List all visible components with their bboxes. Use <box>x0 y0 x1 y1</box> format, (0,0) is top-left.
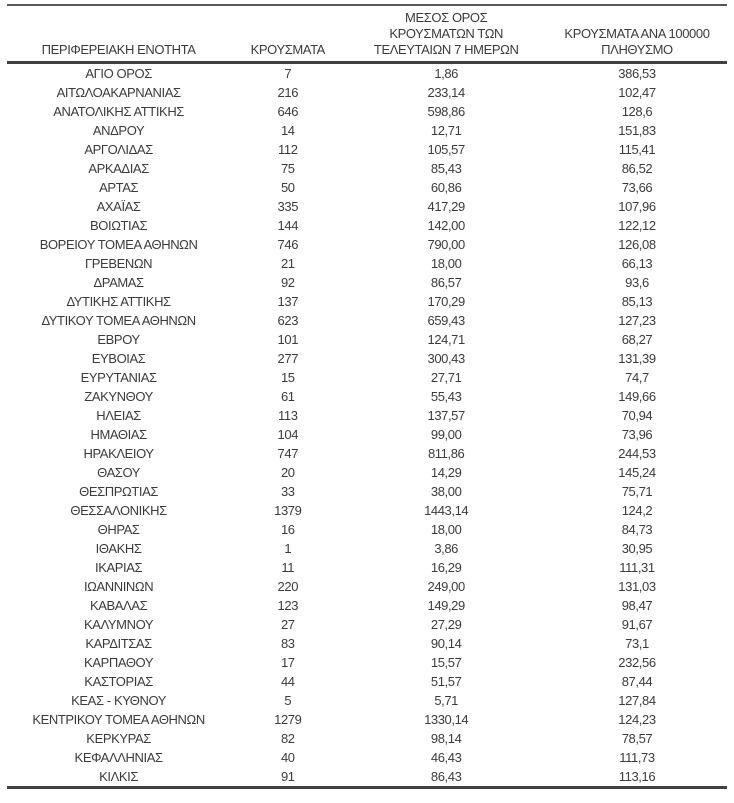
cell-cases: 15 <box>280 370 295 385</box>
table-row <box>7 425 727 444</box>
header-avg-7day <box>345 5 547 63</box>
table-row <box>7 672 727 691</box>
cell-avg-7day: 46,43 <box>430 750 462 765</box>
cell-cases: 335 <box>277 199 299 214</box>
cell-region: ΙΩΑΝΝΙΝΩΝ <box>83 579 154 594</box>
cell-region: ΘΑΣΟΥ <box>97 465 141 480</box>
cell-per-100k: 75,71 <box>621 484 653 499</box>
cell-per-100k: 93,6 <box>625 275 649 290</box>
table-row <box>7 520 727 539</box>
cell-per-100k: 149,66 <box>618 389 656 404</box>
table-row <box>7 653 727 672</box>
cell-region: ΙΘΑΚΗΣ <box>95 541 142 556</box>
cell-cases: 144 <box>277 218 299 233</box>
table-body <box>7 63 727 788</box>
cell-region: ΚΑΡΠΑΘΟΥ <box>84 655 154 670</box>
cell-per-100k: 30,95 <box>621 541 653 556</box>
cell-cases: 27 <box>280 617 295 632</box>
table-row <box>7 121 727 140</box>
cell-avg-7day: 1330,14 <box>424 712 469 727</box>
cell-region: ΕΥΡΥΤΑΝΙΑΣ <box>80 370 157 385</box>
cell-avg-7day: 1,86 <box>434 66 459 81</box>
header-region-label: ΠΕΡΙΦΕΡΕΙΑΚΗ ΕΝΟΤΗΤΑ <box>41 42 196 57</box>
table-row <box>7 482 727 501</box>
header-cases <box>230 5 345 63</box>
cell-region: ΑΡΚΑΔΙΑΣ <box>88 161 149 176</box>
cell-avg-7day: 5,71 <box>434 693 459 708</box>
cell-region: ΑΡΤΑΣ <box>99 180 139 195</box>
table-row <box>7 102 727 121</box>
cell-region: ΚΑΡΔΙΤΣΑΣ <box>85 636 152 651</box>
cell-region: ΙΚΑΡΙΑΣ <box>95 560 143 575</box>
cell-region: ΑΝΔΡΟΥ <box>92 123 145 138</box>
cell-region: ΘΕΣΣΑΛΟΝΙΚΗΣ <box>70 503 167 518</box>
cell-avg-7day: 98,14 <box>430 731 462 746</box>
cell-cases: 220 <box>277 579 299 594</box>
cell-cases: 61 <box>280 389 295 404</box>
cell-cases: 44 <box>280 674 295 689</box>
cell-per-100k: 131,03 <box>618 579 656 594</box>
cell-cases: 1 <box>284 541 292 556</box>
cell-region: ΕΒΡΟΥ <box>97 332 140 347</box>
cell-per-100k: 74,7 <box>625 370 649 385</box>
cell-avg-7day: 124,71 <box>427 332 465 347</box>
cell-per-100k: 107,96 <box>618 199 656 214</box>
table-row <box>7 216 727 235</box>
cell-cases: 623 <box>277 313 299 328</box>
cell-per-100k: 122,12 <box>618 218 656 233</box>
cell-per-100k: 127,84 <box>618 693 656 708</box>
table-row <box>7 596 727 615</box>
table-row <box>7 292 727 311</box>
cell-per-100k: 91,67 <box>621 617 653 632</box>
table-row <box>7 349 727 368</box>
cell-per-100k: 102,47 <box>618 85 656 100</box>
cell-per-100k: 73,96 <box>621 427 653 442</box>
cell-per-100k: 124,23 <box>618 712 656 727</box>
table-row <box>7 634 727 653</box>
cell-region: ΕΥΒΟΙΑΣ <box>91 351 146 366</box>
cell-avg-7day: 1443,14 <box>424 503 469 518</box>
cell-avg-7day: 86,43 <box>430 769 462 784</box>
cell-region: ΚΕΡΚΥΡΑΣ <box>86 731 151 746</box>
cell-region: ΚΕΝΤΡΙΚΟΥ ΤΟΜΕΑ ΑΘΗΝΩΝ <box>32 712 205 727</box>
cell-cases: 40 <box>280 750 295 765</box>
header-avg-7day-line3: ΤΕΛΕΥΤΑΙΩΝ 7 ΗΜΕΡΩΝ <box>373 42 519 57</box>
cell-cases: 101 <box>277 332 299 347</box>
table-row <box>7 178 727 197</box>
cell-per-100k: 73,1 <box>625 636 649 651</box>
cell-per-100k: 98,47 <box>621 598 653 613</box>
cell-region: ΚΑΣΤΟΡΙΑΣ <box>84 674 153 689</box>
header-per-100k <box>547 5 727 63</box>
cell-region: ΔΥΤΙΚΗΣ ΑΤΤΙΚΗΣ <box>66 294 171 309</box>
header-per-100k-line1: ΚΡΟΥΣΜΑΤΑ ΑΝΑ 100000 <box>564 26 710 41</box>
table-row <box>7 140 727 159</box>
cell-cases: 11 <box>281 560 295 575</box>
cell-per-100k: 131,39 <box>618 351 656 366</box>
cell-cases: 137 <box>277 294 299 309</box>
cell-avg-7day: 170,29 <box>427 294 465 309</box>
cell-per-100k: 73,66 <box>621 180 653 195</box>
cell-cases: 746 <box>277 237 299 252</box>
cell-cases: 123 <box>277 598 299 613</box>
table-row <box>7 273 727 292</box>
table-row <box>7 748 727 767</box>
cell-avg-7day: 27,29 <box>430 617 462 632</box>
cell-per-100k: 113,16 <box>618 769 656 784</box>
cell-avg-7day: 15,57 <box>430 655 462 670</box>
cell-avg-7day: 659,43 <box>427 313 465 328</box>
table-row <box>7 197 727 216</box>
cell-cases: 7 <box>284 66 292 81</box>
cell-avg-7day: 149,29 <box>427 598 465 613</box>
cell-region: ΑΡΓΟΛΙΔΑΣ <box>84 142 153 157</box>
cell-region: ΒΟΡΕΙΟΥ ΤΟΜΕΑ ΑΘΗΝΩΝ <box>39 237 198 252</box>
cell-cases: 1279 <box>274 712 302 727</box>
table-header <box>7 5 727 63</box>
cell-region: ΗΡΑΚΛΕΙΟΥ <box>83 446 154 461</box>
cell-avg-7day: 790,00 <box>427 237 465 252</box>
table-row <box>7 729 727 748</box>
table-row <box>7 83 727 102</box>
table-row <box>7 235 727 254</box>
cell-region: ΚΕΦΑΛΛΗΝΙΑΣ <box>74 750 163 765</box>
cell-avg-7day: 249,00 <box>427 579 465 594</box>
cell-per-100k: 128,6 <box>621 104 653 119</box>
table-row <box>7 368 727 387</box>
header-region <box>7 5 230 63</box>
cell-avg-7day: 86,57 <box>430 275 462 290</box>
cell-cases: 113 <box>278 408 298 423</box>
cell-per-100k: 145,24 <box>618 465 656 480</box>
cell-region: ΗΛΕΙΑΣ <box>96 408 141 423</box>
table-row <box>7 406 727 425</box>
cell-avg-7day: 300,43 <box>427 351 465 366</box>
cell-per-100k: 68,27 <box>621 332 653 347</box>
cell-per-100k: 87,44 <box>621 674 653 689</box>
cell-per-100k: 386,53 <box>618 66 656 81</box>
cell-region: ΗΜΑΘΙΑΣ <box>90 427 147 442</box>
cell-avg-7day: 12,71 <box>430 123 462 138</box>
cell-per-100k: 86,52 <box>621 161 653 176</box>
table-row <box>7 577 727 596</box>
cell-avg-7day: 142,00 <box>427 218 465 233</box>
cell-per-100k: 111,73 <box>619 750 655 765</box>
cell-region: ΔΡΑΜΑΣ <box>93 275 144 290</box>
cell-region: ΑΓΙΟ ΟΡΟΣ <box>85 66 152 81</box>
cell-cases: 82 <box>280 731 295 746</box>
cell-region: ΑΙΤΩΛΟΑΚΑΡΝΑΝΙΑΣ <box>56 85 181 100</box>
cell-avg-7day: 3,86 <box>434 541 459 556</box>
cell-cases: 50 <box>280 180 295 195</box>
cell-per-100k: 66,13 <box>621 256 653 271</box>
table-row <box>7 539 727 558</box>
cell-cases: 646 <box>277 104 299 119</box>
cell-region: ΚΙΛΚΙΣ <box>99 769 139 784</box>
cell-per-100k: 84,73 <box>621 522 653 537</box>
table-row <box>7 558 727 577</box>
table-row <box>7 330 727 349</box>
cell-region: ΖΑΚΥΝΘΟΥ <box>84 389 153 404</box>
cell-region: ΑΧΑΪΑΣ <box>96 199 141 214</box>
cell-cases: 16 <box>280 522 295 537</box>
cell-cases: 92 <box>280 275 295 290</box>
cell-cases: 747 <box>277 446 299 461</box>
table-row <box>7 444 727 463</box>
cell-avg-7day: 14,29 <box>430 465 462 480</box>
header-per-100k-line2: ΠΛΗΘΥΣΜΟ <box>601 42 673 57</box>
cell-avg-7day: 55,43 <box>430 389 462 404</box>
cell-region: ΘΗΡΑΣ <box>97 522 140 537</box>
cell-cases: 104 <box>277 427 299 442</box>
table-row <box>7 254 727 273</box>
cell-avg-7day: 417,29 <box>427 199 465 214</box>
cell-cases: 5 <box>284 693 292 708</box>
cell-per-100k: 127,23 <box>618 313 656 328</box>
cell-avg-7day: 811,86 <box>427 446 465 461</box>
cell-per-100k: 232,56 <box>618 655 656 670</box>
cell-cases: 20 <box>280 465 295 480</box>
table-row <box>7 387 727 406</box>
cell-cases: 1379 <box>274 503 302 518</box>
cell-cases: 216 <box>277 85 299 100</box>
table-row <box>7 767 727 788</box>
table-row <box>7 63 727 84</box>
cell-per-100k: 70,94 <box>621 408 653 423</box>
cell-cases: 75 <box>280 161 295 176</box>
cell-avg-7day: 137,57 <box>427 408 465 423</box>
cell-cases: 21 <box>280 256 295 271</box>
cell-region: ΓΡΕΒΕΝΩΝ <box>85 256 153 271</box>
cell-avg-7day: 27,71 <box>430 370 462 385</box>
table-row <box>7 501 727 520</box>
cell-region: ΔΥΤΙΚΟΥ ΤΟΜΕΑ ΑΘΗΝΩΝ <box>41 313 196 328</box>
cell-avg-7day: 16,29 <box>430 560 462 575</box>
cell-cases: 112 <box>278 142 298 157</box>
cell-cases: 83 <box>280 636 295 651</box>
regional-cases-table <box>7 4 727 789</box>
cell-per-100k: 115,41 <box>618 142 656 157</box>
cell-per-100k: 244,53 <box>618 446 656 461</box>
cell-avg-7day: 18,00 <box>430 522 462 537</box>
cell-cases: 33 <box>280 484 295 499</box>
cell-per-100k: 124,2 <box>621 503 653 518</box>
cell-cases: 277 <box>277 351 299 366</box>
cell-avg-7day: 60,86 <box>430 180 462 195</box>
cell-region: ΚΑΛΥΜΝΟΥ <box>84 617 154 632</box>
cell-cases: 91 <box>280 769 295 784</box>
cell-avg-7day: 105,57 <box>427 142 465 157</box>
cell-avg-7day: 85,43 <box>430 161 462 176</box>
cell-avg-7day: 598,86 <box>427 104 465 119</box>
cell-avg-7day: 51,57 <box>430 674 462 689</box>
header-avg-7day-line1: ΜΕΣΟΣ ΟΡΟΣ <box>405 10 488 25</box>
cell-avg-7day: 90,14 <box>430 636 462 651</box>
table-row <box>7 463 727 482</box>
cell-per-100k: 111,31 <box>619 560 655 575</box>
table-row <box>7 615 727 634</box>
cell-region: ΚΕΑΣ - ΚΥΘΝΟΥ <box>71 693 167 708</box>
cell-cases: 17 <box>280 655 295 670</box>
cell-avg-7day: 99,00 <box>430 427 462 442</box>
table-row <box>7 691 727 710</box>
cell-region: ΒΟΙΩΤΙΑΣ <box>90 218 148 233</box>
cell-region: ΑΝΑΤΟΛΙΚΗΣ ΑΤΤΙΚΗΣ <box>53 104 184 119</box>
cell-avg-7day: 38,00 <box>430 484 462 499</box>
header-cases-label: ΚΡΟΥΣΜΑΤΑ <box>250 42 325 57</box>
cell-per-100k: 78,57 <box>621 731 653 746</box>
cell-per-100k: 85,13 <box>621 294 653 309</box>
cell-region: ΚΑΒΑΛΑΣ <box>89 598 148 613</box>
table-row <box>7 159 727 178</box>
table-row <box>7 710 727 729</box>
table-header-row <box>7 5 727 63</box>
cell-region: ΘΕΣΠΡΩΤΙΑΣ <box>79 484 159 499</box>
cell-per-100k: 151,83 <box>618 123 656 138</box>
header-avg-7day-line2: ΚΡΟΥΣΜΑΤΩΝ ΤΩΝ <box>389 26 504 41</box>
table-row <box>7 311 727 330</box>
cell-cases: 14 <box>280 123 295 138</box>
cell-per-100k: 126,08 <box>618 237 656 252</box>
cell-avg-7day: 233,14 <box>427 85 465 100</box>
cell-avg-7day: 18,00 <box>430 256 462 271</box>
